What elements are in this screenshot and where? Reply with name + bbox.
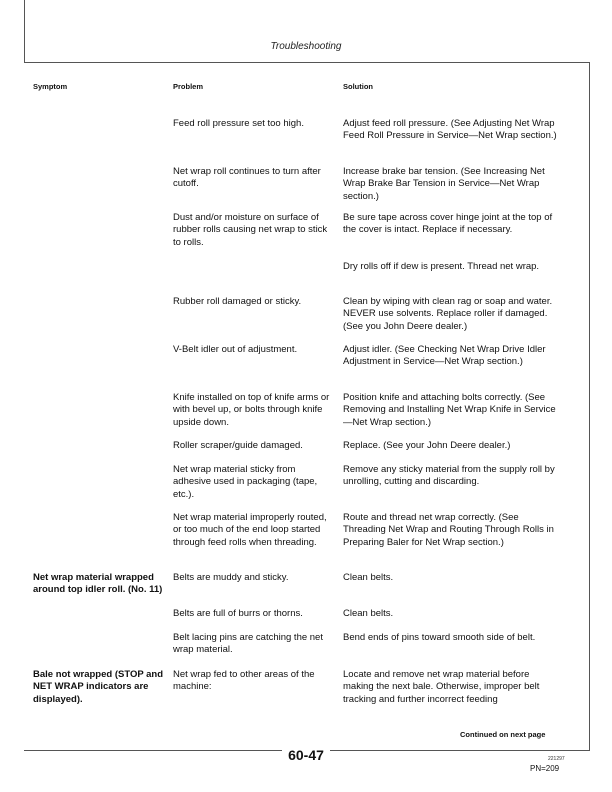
problem-cell: Belts are muddy and sticky. [173,572,289,583]
problem-cell: Knife installed on top of knife arms or with bevel up, or bolts through knife upside down. [173,392,330,428]
solution-cell: Increase brake bar tension. (See Increasing Net Wrap Brake Bar Tension in Service—Net Wrap section.) [343,166,545,202]
problem-cell: Feed roll pressure set too high. [173,118,304,129]
header-rule [24,62,590,63]
left-margin-rule [24,0,25,62]
symptom-column-header: Symptom [33,82,68,91]
symptom-cell: Bale not wrapped (STOP and NET WRAP indicators are displayed). [33,669,164,705]
solution-cell: Be sure tape across cover hinge joint at the top of the cover is intact. Replace if necessary. [343,212,553,236]
problem-cell: V-Belt idler out of adjustment. [173,344,298,355]
date-code: 221297 [548,756,565,762]
column-headers [0,82,612,94]
problem-cell: Net wrap roll continues to turn after cutoff. [173,166,321,190]
problem-cell: Net wrap material improperly routed, or too much of the end loop started through feed rolls when threading. [173,512,327,548]
symptom-cell: Net wrap material wrapped around top idler roll. (No. 11) [33,572,163,596]
problem-column-header: Problem [173,82,204,91]
pn-code: PN=209 [530,764,560,773]
solution-cell: Clean belts. [343,572,394,583]
problem-cell: Belt lacing pins are catching the net wrap material. [173,632,323,656]
solution-column-header: Solution [343,82,373,91]
solution-cell: Route and thread net wrap correctly. (See Threading Net Wrap and Routing Through Rolls in Preparing Baler for Net Wrap section.) [343,512,554,548]
solution-cell: Dry rolls off if dew is present. Thread net wrap. [343,261,540,272]
solution-cell: Adjust idler. (See Checking Net Wrap Drive Idler Adjustment in Service—Net Wrap section.) [343,344,546,368]
solution-cell: Replace. (See your John Deere dealer.) [343,440,511,451]
problem-cell: Net wrap fed to other areas of the machine: [173,669,315,693]
problem-cell: Rubber roll damaged or sticky. [173,296,302,307]
section-title: Troubleshooting [270,41,342,52]
problem-cell: Roller scraper/guide damaged. [173,440,303,451]
solution-cell: Adjust feed roll pressure. (See Adjusting Net Wrap Feed Roll Pressure in Service—Net Wrap section.) [343,118,557,142]
problem-cell: Net wrap material sticky from adhesive used in packaging (tape, etc.). [173,464,318,500]
page-number-text: 60-47 [282,747,330,763]
solution-cell: Clean belts. [343,608,394,619]
solution-cell: Bend ends of pins toward smooth side of belt. [343,632,536,643]
problem-cell: Dust and/or moisture on surface of rubber rolls causing net wrap to stick to rolls. [173,212,328,248]
continued-note: Continued on next page [460,730,546,739]
solution-cell: Position knife and attaching bolts correctly. (See Removing and Installing Net Wrap Knife in Service—Net Wrap section.) [343,392,556,428]
solution-cell: Remove any sticky material from the supply roll by unrolling, cutting and discarding. [343,464,555,488]
right-margin-rule [589,62,590,750]
solution-cell: Locate and remove net wrap material before making the next bale. Otherwise, improper belt tracking and further incorrect feeding [343,669,540,705]
problem-cell: Belts are full of burrs or thorns. [173,608,303,619]
solution-cell: Clean by wiping with clean rag or soap and water. NEVER use solvents. Replace roller if damaged. (See you John Deere dealer.) [343,296,553,332]
page-number [0,747,612,763]
